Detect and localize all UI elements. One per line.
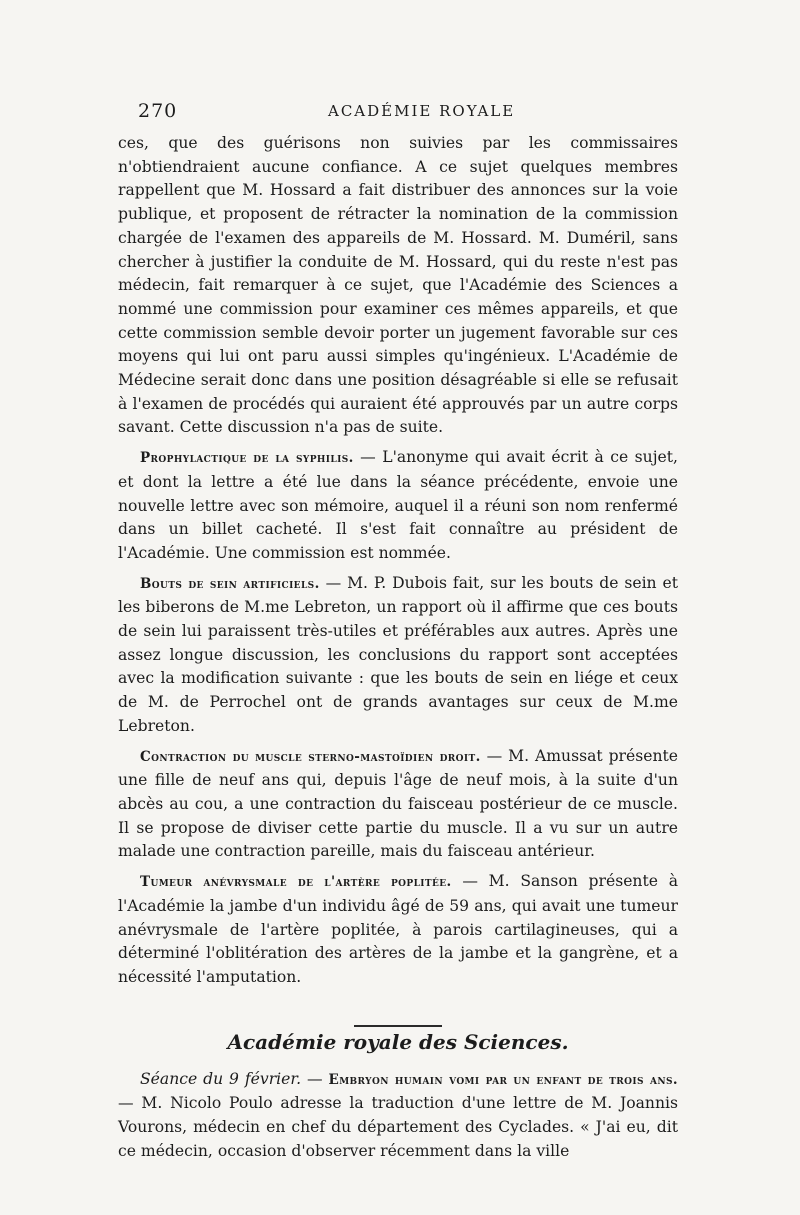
paragraph-heading: Bouts de sein artificiels. [140, 575, 320, 592]
paragraph-text: ces, que des guérisons non suivies par les commissaires n'obtiendraient aucune confiance. A ce sujet quelques membres rappellent que M. Hossard a fait distribuer des annonces sur la voie publique, et proposent de rétracter la nomination de la commission chargée de l'examen des appareils de M. Hossard. M. Duméril, sans chercher à justifier la conduite de M. Hossard, qui du reste n'est pas médecin, fait remarquer à ce sujet, que l'Académie des Sciences a nommé une commission pour examiner ces mêmes appareils, et que cette commission semble devoir porter un jugement favorable sur ces moyens qui lui ont paru aussi simples qu'ingénieux. L'Académie de Médecine serait donc dans une position désagréable si elle se refusait à l'examen de procédés qui auraient été approuvés par un autre corps savant. Cette discussion n'a pas de suite. [118, 134, 678, 437]
seance-date: Séance du 9 février. [140, 1069, 302, 1088]
paragraph-text: — M. Nicolo Poulo adresse la traduction d'une lettre de M. Joannis Vourons, médecin en chef du département des Cyclades. « J'ai eu, dit ce médecin, occasion d'observer récemment dans la ville [118, 1094, 678, 1160]
paragraph-prophylactique [118, 446, 678, 566]
paragraph-hossard-discussion [118, 132, 678, 440]
section-title: Académie royale des Sciences. [227, 1029, 569, 1054]
paragraph-heading: Prophylactique de la syphilis. [140, 450, 354, 467]
paragraph-text: — M. Sanson présente à l'Académie la jambe d'un individu âgé de 59 ans, qui avait une tumeur anévrysmale de l'artère poplitée, à parois cartilagineuses, qui a déterminé l'oblitération des artères de la jambe et la gangrène, et a nécessité l'amputation. [118, 872, 678, 986]
page-number: 270 [138, 100, 178, 122]
section-divider [118, 1012, 678, 1022]
paragraph-bouts-de-sein [118, 572, 678, 739]
divider-rule [354, 1025, 442, 1027]
paragraph-tumeur-anevrysmale [118, 870, 678, 990]
running-title: ACADÉMIE ROYALE [328, 102, 516, 120]
paragraph-text: — L'anonyme qui avait écrit à ce sujet, et dont la lettre a été lue dans la séance précédente, envoie une nouvelle lettre avec son mémoire, auquel il a réuni son nom renfermé dans un billet cacheté. Il s'est fait connaître au président de l'Académie. Une commission est nommée. [118, 448, 678, 562]
page-header [118, 100, 678, 126]
paragraph-embryon-humain [118, 1068, 678, 1164]
paragraph-heading: Tumeur anévrysmale de l'artère poplitée. [140, 874, 452, 891]
page [118, 100, 678, 1163]
paragraph-text: — M. Amussat présente une fille de neuf ans qui, depuis l'âge de neuf mois, à la suite d'un abcès au cou, a une contraction du faisceau postérieur de ce muscle. Il se propose de diviser cette partie du muscle. Il a vu sur un autre malade une contraction pareille, mais du faisceau antérieur. [118, 746, 679, 861]
paragraph-contraction-muscle [118, 745, 678, 865]
paragraph-text: — M. P. Dubois fait, sur les bouts de sein et les biberons de M.me Lebreton, un rapport où il affirme que ces bouts de sein lui paraissent très-utiles et préférables aux autres. Après une assez longue discussion, les conclusions du rapport sont acceptées avec la modification suivante : que les bouts de sein en liége et ceux de M. de Perrochel ont de grands avantages sur ceux de M.me Lebreton. [118, 573, 679, 735]
paragraph-heading: Embryon humain vomi par un enfant de trois ans. [328, 1071, 678, 1088]
dash-separator: — [301, 1069, 329, 1088]
paragraph-heading: Contraction du muscle sterno-mastoïdien droit. [140, 748, 481, 765]
